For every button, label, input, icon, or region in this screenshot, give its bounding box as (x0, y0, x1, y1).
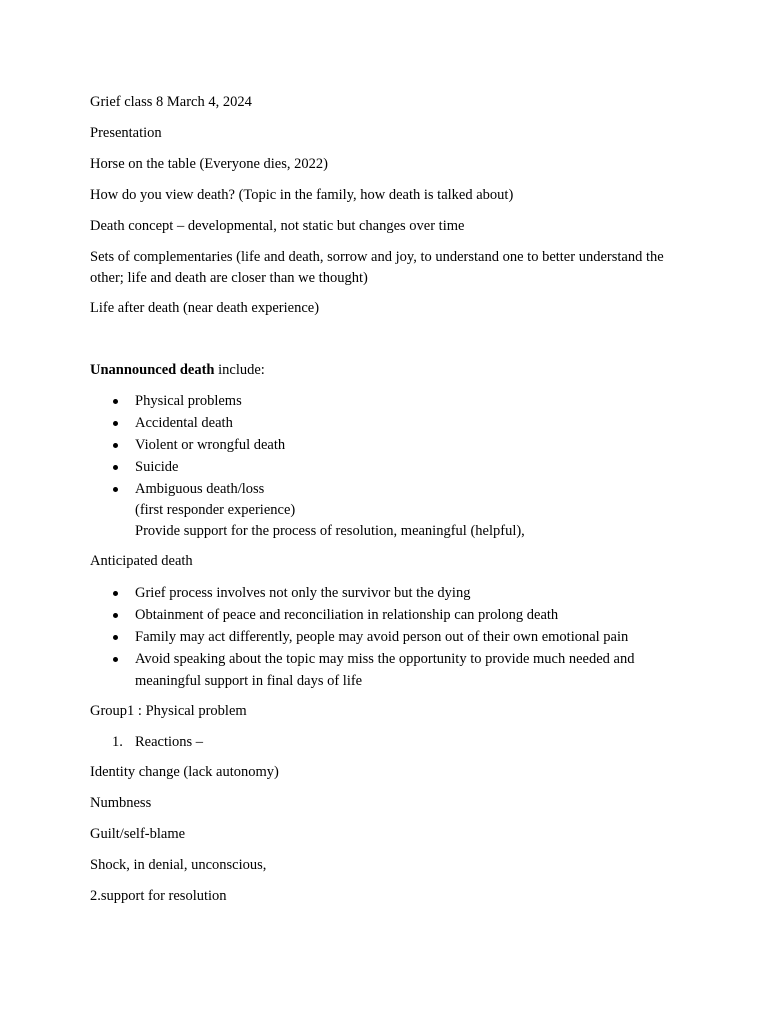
list-item (90, 412, 680, 434)
bullet-icon (113, 399, 118, 404)
list-item-text: Avoid speaking about the topic may miss the opportunity to provide much needed and meaningful support in final days of life (135, 651, 635, 689)
line-numbness: Numbness (90, 795, 152, 811)
list-item (90, 626, 680, 648)
unannounced-heading (90, 360, 680, 381)
line-death-concept: Death concept – developmental, not static but changes over time (90, 218, 465, 234)
anticipated-heading: Anticipated death (90, 553, 193, 569)
list-item (90, 434, 680, 456)
anticipated-list (90, 582, 680, 692)
bullet-icon (113, 635, 118, 640)
list-item (90, 648, 680, 692)
list-item (90, 456, 680, 478)
list-item-subline: (first responder experience) (135, 502, 296, 518)
list-item-text: Violent or wrongful death (135, 437, 286, 453)
line-complementaries: Sets of complementaries (life and death, sorrow and joy, to understand one to better understand the other; life and death are closer than we thought) (90, 249, 664, 286)
bullet-icon (113, 613, 118, 618)
bullet-icon (113, 657, 118, 662)
line-guilt: Guilt/self-blame (90, 826, 186, 842)
line-shock: Shock, in denial, unconscious, (90, 857, 267, 873)
line-life-after-death: Life after death (near death experience) (90, 300, 320, 316)
line-support-resolution: 2.support for resolution (90, 888, 227, 904)
list-item-text: Physical problems (135, 393, 242, 409)
list-item (90, 731, 680, 753)
list-item-text: Reactions – (135, 734, 204, 750)
line-presentation: Presentation (90, 125, 162, 141)
bullet-icon (113, 591, 118, 596)
bullet-icon (113, 487, 118, 492)
list-item (90, 604, 680, 626)
unannounced-list (90, 390, 680, 542)
list-item-text: Grief process involves not only the survivor but the dying (135, 585, 471, 601)
line-identity-change: Identity change (lack autonomy) (90, 764, 279, 780)
list-item (90, 390, 680, 412)
bullet-icon (113, 421, 118, 426)
bullet-icon (113, 465, 118, 470)
document-title: Grief class 8 March 4, 2024 (90, 94, 252, 110)
line-view-death: How do you view death? (Topic in the family, how death is talked about) (90, 187, 514, 203)
bullet-icon (113, 443, 118, 448)
list-item (90, 478, 680, 542)
group1-heading: Group1 : Physical problem (90, 703, 247, 719)
line-horse-on-table: Horse on the table (Everyone dies, 2022) (90, 156, 328, 172)
list-item-text: Obtainment of peace and reconciliation in relationship can prolong death (135, 607, 559, 623)
list-item-subline: Provide support for the process of resolution, meaningful (helpful), (135, 523, 525, 539)
list-number: 1. (112, 734, 123, 750)
list-item (90, 582, 680, 604)
list-item-text: Accidental death (135, 415, 233, 431)
unannounced-heading-rest: include: (214, 362, 265, 378)
list-item-text: Ambiguous death/loss (135, 481, 265, 497)
list-item-text: Family may act differently, people may avoid person out of their own emotional pain (135, 629, 629, 645)
list-item-text: Suicide (135, 459, 179, 475)
unannounced-heading-bold: Unannounced death (90, 362, 215, 378)
group1-numbered-list (90, 731, 680, 753)
